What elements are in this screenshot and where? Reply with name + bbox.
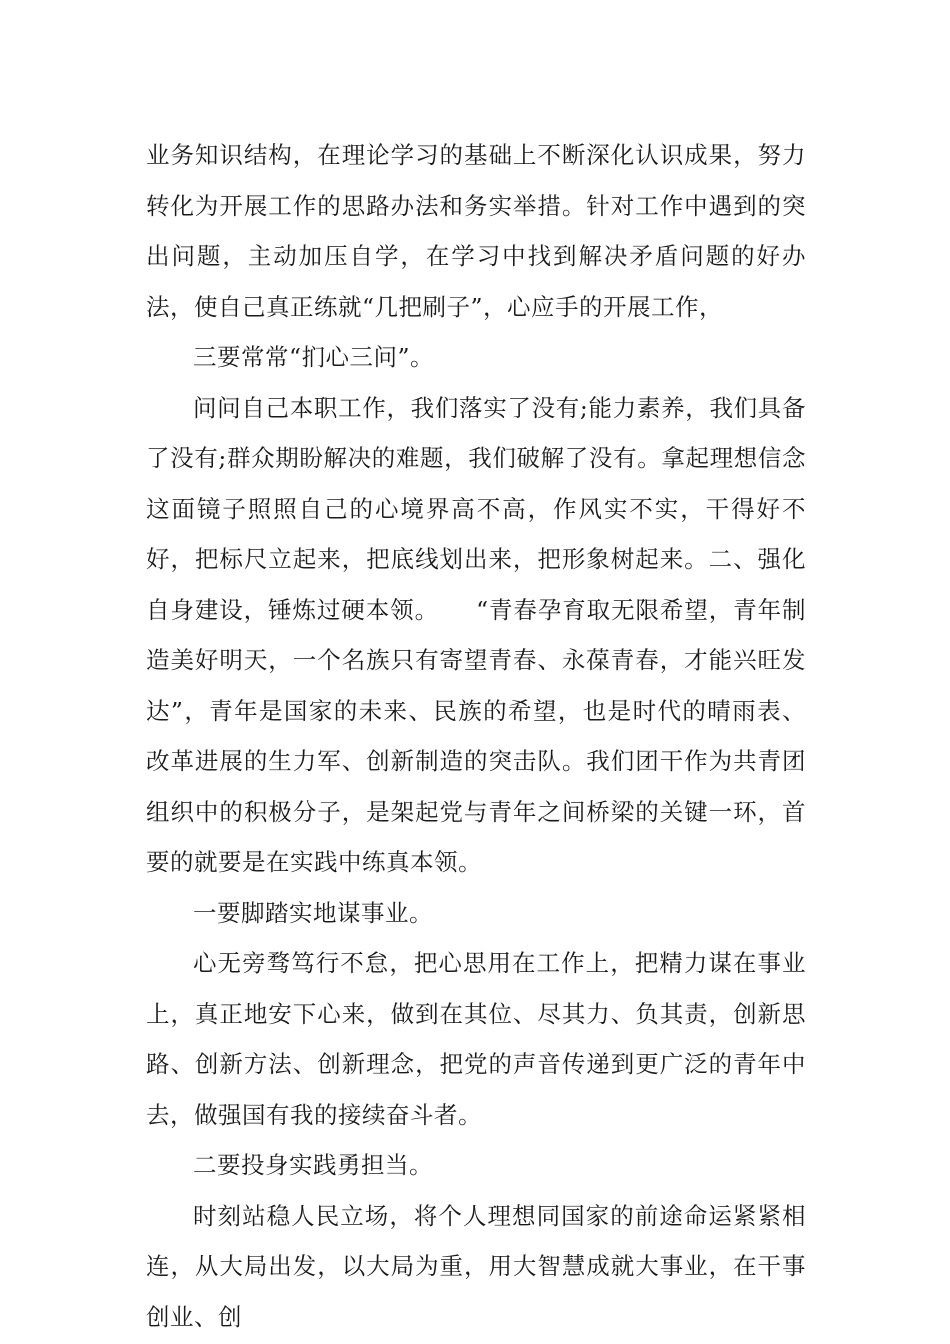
paragraph-1: 业务知识结构，在理论学习的基础上不断深化认识成果，努力转化为开展工作的思路办法和务实举措。针对工作中遇到的突出问题，主动加压自学，在学习中找到解决矛盾问题的好办法，使自己真正练就“几把刷子”，心应手的开展工作， xyxy=(146,141,806,321)
paragraph-4-heading: 一要脚踏实地谋事业。 xyxy=(193,898,433,927)
paragraph-6-heading: 二要投身实践勇担当。 xyxy=(193,1151,433,1179)
document-body xyxy=(146,130,806,1342)
paragraph-5: 心无旁骛笃行不怠，把心思用在工作上，把精力谋在事业上，真正地安下心来，做到在其位、尽其力、负其责，创新思路、创新方法、创新理念，把党的声音传递到更广泛的青年中去，做强国有我的接续奋斗者。 xyxy=(146,949,806,1129)
paragraph-3: 问问自己本职工作，我们落实了没有;能力素养，我们具备了没有;群众期盼解决的难题，我们破解了没有。拿起理想信念这面镜子照照自己的心境界高不高，作风实不实，干得好不好，把标尺立起来，把底线划出来，把形象树起来。二、强化自身建设，锤炼过硬本领。 “青春孕育取无限希望，青年制造美好明天，一个名族只有寄望青春、永葆青春，才能兴旺发达”，青年是国家的未来、民族的希望，也是时代的晴雨表、改革进展的生力军、创新制造的突击队。我们团干作为共青团组织中的积极分子，是架起党与青年之间桥梁的关键一环，首要的就要是在实践中练真本领。 xyxy=(146,393,806,876)
paragraph-2-heading: 三要常常“扪心三问”。 xyxy=(193,343,435,371)
paragraph-7: 时刻站稳人民立场，将个人理想同国家的前途命运紧紧相连，从大局出发，以大局为重，用大智慧成就大事业，在干事创业、创 xyxy=(146,1201,806,1331)
